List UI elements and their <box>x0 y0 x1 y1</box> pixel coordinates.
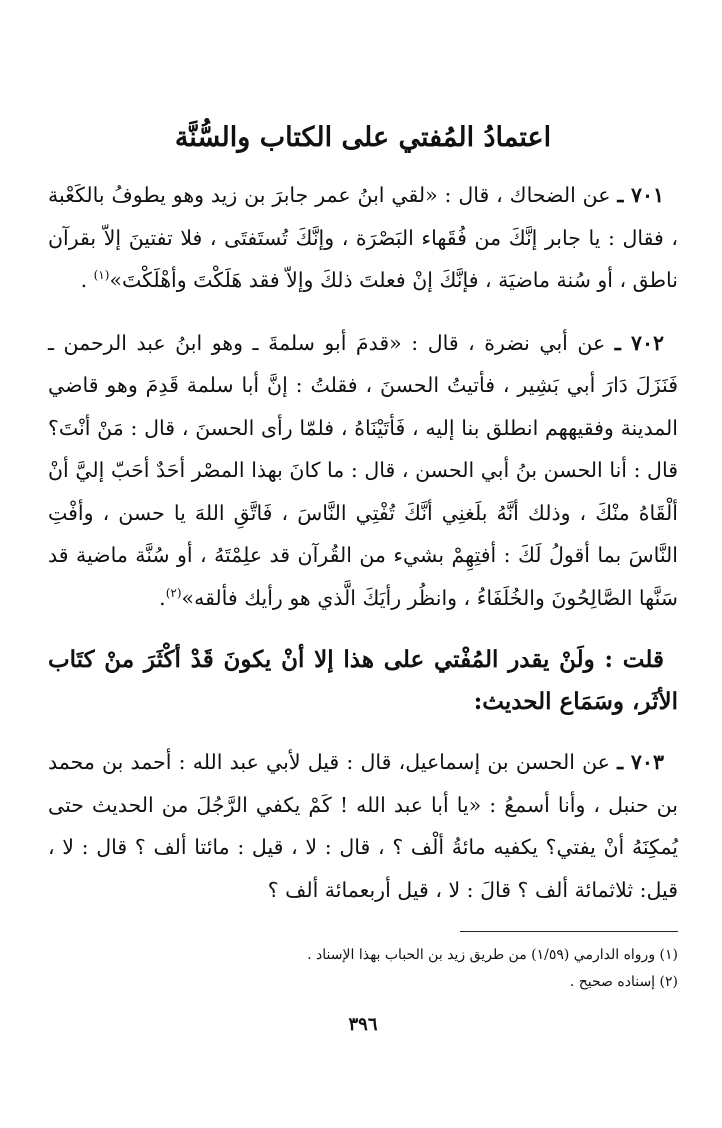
hadith-text: عن الضحاك ، قال : «لقي ابنُ عمر جابرَ بن زيد وهو يطوفُ بالكَعْبة ، فقال : يا جابر إنَّكَ من فُقَهاء البَصْرَة ، وإنَّكَ تُستَفتَى ، فلا تفتينَ إلاّ بقرآن ناطق ، أو سُنة ماضيَة ، فإنَّكَ إنْ فعلتَ ذلكَ وإلاّ فقد هَلَكْتَ وأهْلَكْتَ» <box>48 183 678 292</box>
author-note: قلت : ولَنْ يقدر المُفْتي على هذا إلا أنْ يكونَ قَدْ أكْثَرَ منْ كتَاب الأثَر، وسَمَاع الحديث: <box>48 646 678 715</box>
footnote-ref: (٢) <box>165 585 182 600</box>
footnote-2: (٢) إسناده صحيح . <box>569 974 678 990</box>
hadith-end: . <box>80 268 94 292</box>
footnote-1: (١) ورواه الدارمي (١/٥٩) من طريق زيد بن الحباب بهذا الإسناد . <box>307 947 678 963</box>
section-heading: اعتمادُ المُفتي على الكتاب والسُّنَّة <box>174 122 552 153</box>
hadith-text: عن أبي نضرة ، قال : «قدمَ أبو سلمةَ ـ وهو ابنُ عبد الرحمن ـ فَنَزَلَ دَارَ أبي بَشِير ، فأتيتُ الحسنَ ، فقلتُ : إنَّ أبا سلمة قَدِمَ وهو قاضي المدينة وفقيههم انطلق بنا إليه ، فَأتَيْنَاهُ ، فلمّا رأى الحسنَ ، قال : مَنْ أنْتَ؟ قال : أنا الحسن بنُ أبي الحسن ، قال : ما كانَ بهذا المصْر أحَدٌ أحَبّ إليَّ أنْ ألْقَاهُ منْكَ ، وذلك أنَّهُ بلَغنِي أنَّكَ تُفْتِي النَّاسَ ، فَاتَّقِ اللهَ يا حسن ، وأفْتِ النَّاسَ بما أقولُ لَكَ : أفتِهِمْ بشيء من القُرآن قد علِمْتَهُ ، أو سُنَّة ماضية قد سَنَّها الصَّالِحُونَ والخُلَفَاءُ ، وانظُر رأيَكَ الَّذي هو رأيك فألقه» <box>48 330 679 610</box>
page-number: ٣٩٦ <box>348 1014 378 1035</box>
hadith-number: ٧٠٢ ـ <box>614 330 664 355</box>
hadith-paragraph-703 <box>48 741 678 911</box>
hadith-end: . <box>159 585 166 610</box>
footnote-divider <box>460 931 678 932</box>
hadith-paragraph-701 <box>48 174 678 302</box>
hadith-paragraph-702 <box>48 322 678 620</box>
book-page <box>48 118 678 1035</box>
hadith-text: عن الحسن بن إسماعيل، قال : قيل لأبي عبد الله : أحمد بن محمد بن حنبل ، وأنا أسمعُ : «يا أبا عبد الله ! كَمْ يكفي الرَّجُلَ من الحديث حتى يُمكِنَهُ أنْ يفتي؟ يكفيه مائةُ ألْف ؟ ، قال : لا ، قيل : مائتا ألف ؟ قال : لا ، قيل: ثلاثمائة ألف ؟ قالَ : لا ، قيل أربعمائة ألف ؟ <box>48 750 678 902</box>
footnote-ref: (١) <box>93 268 110 283</box>
hadith-number: ٧٠١ ـ <box>617 183 664 207</box>
hadith-number: ٧٠٣ ـ <box>617 750 664 774</box>
